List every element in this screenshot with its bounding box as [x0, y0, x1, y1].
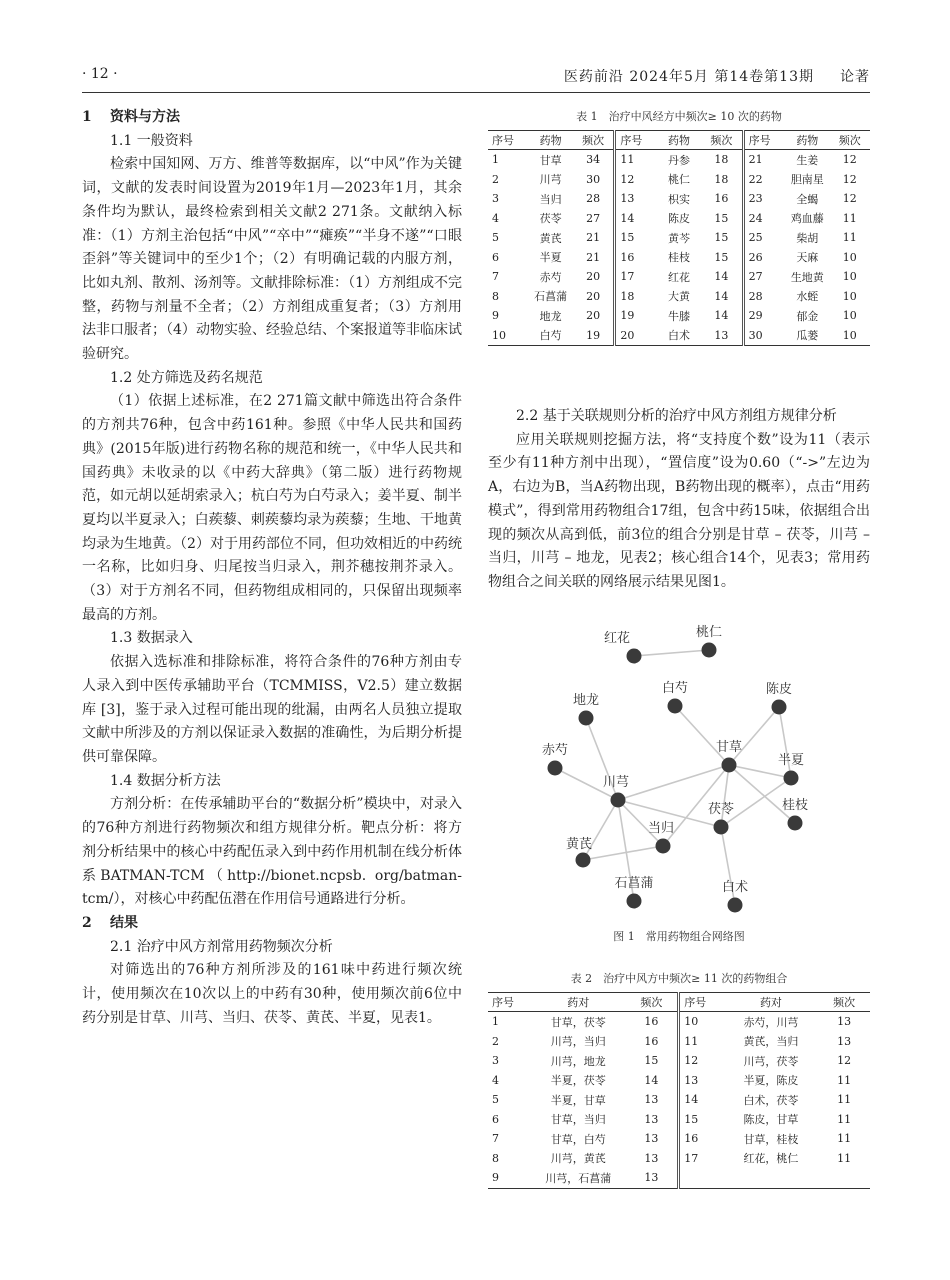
- table-cell: 12: [615, 170, 657, 190]
- table-cell: 24: [743, 209, 785, 229]
- table-cell: 11: [837, 1151, 852, 1165]
- table-cell: 半夏: [539, 251, 562, 265]
- section-heading: 2.2 基于关联规则分析的治疗中风方剂组方规律分析: [516, 408, 837, 424]
- column-header: 频次: [701, 131, 743, 150]
- table2-block: [488, 970, 870, 1189]
- column-header: 频次: [818, 993, 870, 1012]
- table-cell: 19: [615, 306, 657, 326]
- table-cell: 12: [842, 153, 857, 167]
- table-cell: 生地黄: [790, 270, 824, 284]
- table-row: [488, 189, 870, 209]
- table-cell: 30: [743, 326, 785, 346]
- table-cell: 14: [615, 209, 657, 229]
- table-cell: 14: [714, 309, 729, 323]
- paragraph: 依据入选标准和排除标准，将符合条件的76种方剂由专人录入到中医传承辅助平台（TCMMISS，V2.5）建立数据库 [3]，鉴于录入过程可能出现的纰漏，由两名人员独立提取文献中所涉及的方剂以保证录入数据的准确性，为后期分析提供可靠保障。: [82, 654, 462, 765]
- table-cell: 11: [837, 1112, 852, 1126]
- table-cell: 13: [644, 1112, 659, 1126]
- column-header: 药物: [528, 131, 572, 150]
- node: [728, 898, 743, 913]
- table-cell: 13: [644, 1171, 659, 1185]
- table-cell: 白芍: [539, 329, 562, 343]
- node-label: 赤芍: [541, 743, 569, 758]
- table-cell: 柴胡: [796, 231, 819, 245]
- table-cell: 27: [743, 267, 785, 287]
- table-cell: 2: [492, 1034, 499, 1048]
- figure1-caption: 图 1 常用药物组合网络图: [613, 930, 745, 943]
- table-cell: [818, 1168, 870, 1188]
- node: [702, 643, 717, 658]
- column-header: 序号: [488, 993, 531, 1012]
- table-cell: 14: [714, 270, 729, 284]
- table-cell: 11: [837, 1093, 852, 1107]
- page-number: · 12 ·: [82, 66, 118, 82]
- node: [668, 699, 683, 714]
- node-label: 白术: [721, 880, 749, 895]
- node: [548, 761, 563, 776]
- edge: [675, 706, 729, 765]
- table-row: [488, 228, 870, 248]
- table-cell: 13: [679, 1071, 724, 1091]
- subsection-heading: 1.4 数据分析方法: [110, 772, 221, 789]
- table-cell: 黄芩: [667, 231, 690, 245]
- column-header: 频次: [830, 131, 870, 150]
- table-cell: 11: [842, 231, 857, 245]
- table-cell: 6: [492, 250, 499, 264]
- table-cell: 5: [492, 1093, 499, 1107]
- table-cell: 15: [615, 228, 657, 248]
- table-cell: 21: [743, 150, 785, 170]
- table-cell: 19: [586, 328, 601, 342]
- table-cell: 29: [743, 306, 785, 326]
- section-heading: [82, 106, 462, 130]
- table-cell: 川芎，地龙: [550, 1054, 606, 1068]
- header-rule: [82, 92, 870, 93]
- edge: [634, 650, 709, 656]
- table-row: [488, 1149, 870, 1169]
- table-cell: 17: [615, 267, 657, 287]
- table-cell: 茯苓: [539, 212, 562, 226]
- table-cell: 13: [714, 328, 729, 342]
- table-cell: 11: [837, 1132, 852, 1146]
- table-cell: 14: [644, 1073, 659, 1087]
- table-header-row: [488, 131, 870, 150]
- page-header: [0, 64, 950, 86]
- table-row: [488, 209, 870, 229]
- table-cell: 13: [644, 1132, 659, 1146]
- table-cell: 生姜: [796, 153, 819, 167]
- table-cell: 2: [492, 172, 499, 186]
- table-cell: 陈皮，甘草: [743, 1113, 799, 1127]
- table-cell: 6: [492, 1112, 499, 1126]
- table-cell: 26: [743, 248, 785, 268]
- table-cell: 20: [586, 289, 601, 303]
- table-cell: 郁金: [796, 309, 819, 323]
- node-label: 桂枝: [781, 798, 809, 813]
- table-cell: 4: [492, 1073, 499, 1087]
- section-number: 1: [82, 109, 92, 125]
- table-cell: 11: [615, 150, 657, 170]
- network-graph: [488, 620, 870, 920]
- node-label: 川芎: [602, 775, 630, 790]
- table-row: [488, 1071, 870, 1091]
- table-cell: 20: [586, 270, 601, 284]
- node: [656, 839, 671, 854]
- node: [772, 700, 787, 715]
- table-cell: 10: [842, 289, 857, 303]
- table-row: [488, 1110, 870, 1130]
- table-cell: 17: [679, 1149, 724, 1169]
- table-cell: 15: [714, 250, 729, 264]
- table-cell: 鸡血藤: [790, 212, 824, 226]
- table1: [488, 130, 870, 346]
- table-cell: 15: [714, 231, 729, 245]
- node: [627, 894, 642, 909]
- table-cell: 丹参: [667, 153, 690, 167]
- table-cell: 10: [842, 309, 857, 323]
- node-label: 半夏: [777, 753, 805, 768]
- table-cell: 13: [644, 1093, 659, 1107]
- edge: [729, 707, 779, 765]
- table-row: [488, 1129, 870, 1149]
- column-header: 药物: [785, 131, 829, 150]
- table-row: [488, 1012, 870, 1032]
- table-cell: 枳实: [667, 192, 690, 206]
- column-header: 药物: [657, 131, 701, 150]
- table-cell: 10: [842, 270, 857, 284]
- table-row: [488, 248, 870, 268]
- table-cell: 川芎，茯苓: [743, 1054, 799, 1068]
- section-title: 资料与方法: [110, 109, 180, 125]
- table-cell: 9: [492, 1171, 499, 1185]
- column-header: 频次: [573, 131, 615, 150]
- table-cell: 半夏，甘草: [550, 1093, 606, 1107]
- node-label: 当归: [647, 821, 675, 836]
- table-cell: 桃仁: [667, 173, 690, 187]
- table-cell: 甘草: [539, 153, 562, 167]
- table-cell: 14: [679, 1090, 724, 1110]
- node: [788, 816, 803, 831]
- table-cell: 15: [679, 1110, 724, 1130]
- table-cell: 20: [586, 309, 601, 323]
- table-cell: 白术: [667, 329, 690, 343]
- table-cell: 3: [492, 1054, 499, 1068]
- table-cell: 13: [837, 1034, 852, 1048]
- column-header: 药对: [724, 993, 818, 1012]
- table-cell: 瓜蒌: [796, 329, 819, 343]
- table-cell: [724, 1168, 818, 1188]
- table-cell: 11: [837, 1073, 852, 1087]
- table-cell: 12: [842, 192, 857, 206]
- table-cell: 13: [644, 1151, 659, 1165]
- table-cell: [679, 1168, 724, 1188]
- column-header: 药对: [531, 993, 625, 1012]
- table-cell: 15: [714, 211, 729, 225]
- subsection-heading: 1.1 一般资料: [110, 132, 193, 149]
- table-cell: 21: [586, 231, 601, 245]
- edge: [618, 765, 729, 800]
- table-cell: 23: [743, 189, 785, 209]
- table-cell: 1: [492, 153, 499, 167]
- table-cell: 甘草，当归: [550, 1113, 606, 1127]
- paragraph: 方剂分析：在传承辅助平台的“数据分析”模块中，对录入的76种方剂进行药物频次和组方规律分析。靶点分析：将方剂分析结果中的核心中药配伍录入到中药作用机制在线分析体系BATMAN-TCM（http://bionet.ncpsb. org/batman-tcm/），对核心中药配伍潜在作用信号通路进行分析。: [82, 796, 462, 908]
- table-cell: 30: [586, 172, 601, 186]
- table-cell: 10: [842, 250, 857, 264]
- table-cell: 地龙: [539, 309, 562, 323]
- table-cell: 15: [644, 1054, 659, 1068]
- node-label: 白芍: [661, 681, 689, 696]
- table-cell: 18: [615, 287, 657, 307]
- paragraph: 检索中国知网、万方、维普等数据库，以“中风”作为关键词，文献的发表时间设置为2019年1月—2023年1月，其余条件均为默认，最终检索到相关文献2 271条。文献纳入标准：（1）方剂主治包括“中风”“卒中”“瘫痪”“半身不遂”“口眼歪斜”等关键词中的至少1个；（2）有明确记载的内服方剂，比如丸剂、散剂、汤剂等。文献排除标准：（1）方剂组成不完整，药物与剂量不全者；（2）方剂组成重复者；（3）方剂用法非口服者；（4）动物实验、经验总结、个案报道等非临床试验研究。: [82, 156, 462, 363]
- table-cell: 甘草，白芍: [550, 1132, 606, 1146]
- table-cell: 川芎，当归: [550, 1035, 606, 1049]
- table-row: [488, 1168, 870, 1188]
- table-cell: 陈皮: [667, 212, 690, 226]
- table-cell: 16: [679, 1129, 724, 1149]
- table-cell: 16: [615, 248, 657, 268]
- paragraph: （1）依据上述标准，在2 271篇文献中筛选出符合条件的方剂共76种，包含中药161种。参照《中华人民共和国药典》(2015年版)进行药物名称的规范和统一，《中华人民共和国药典》未收录的以《中药大辞典》（第二版）进行药物规范，如元胡以延胡索录入；杭白芍为白芍录入；姜半夏、制半夏均以半夏录入；白蒺藜、刺蒺藜均录为蒺藜；生地、干地黄均录为生地黄。（2）对于用药部位不同，但功效相近的中药统一名称，比如归身、归尾按当归录入，荆芥穗按荆芥录入。（3）对于方剂名不同，但药物组成相同的，只保留出现频率最高的方剂。: [82, 393, 462, 623]
- node-label: 黄芪: [565, 837, 593, 852]
- table-cell: 半夏，陈皮: [743, 1074, 799, 1088]
- table-cell: 8: [492, 1151, 499, 1165]
- table-row: [488, 267, 870, 287]
- table-cell: 赤芍: [539, 270, 562, 284]
- node-label: 红花: [603, 631, 630, 646]
- table-cell: 25: [743, 228, 785, 248]
- table-cell: 13: [837, 1015, 852, 1029]
- table-cell: 当归: [539, 192, 562, 206]
- table-cell: 14: [714, 289, 729, 303]
- table-cell: 10: [679, 1012, 724, 1032]
- table-cell: 27: [586, 211, 601, 225]
- column-header: 序号: [615, 131, 657, 150]
- table-row: [488, 1051, 870, 1071]
- table-cell: 黄芪: [539, 231, 562, 245]
- node: [722, 758, 737, 773]
- table-cell: 胆南星: [790, 173, 824, 187]
- node-label: 陈皮: [765, 682, 793, 697]
- node-label: 茯苓: [707, 802, 735, 817]
- table-cell: 8: [492, 289, 499, 303]
- edge: [583, 846, 663, 860]
- paragraph: 对筛选出的76种方剂所涉及的161味中药进行频次统计，使用频次在10次以上的中药有30种，使用频次前6位中药分别是甘草、川芎、当归、茯苓、黄芪、半夏，见表1。: [82, 962, 462, 1026]
- journal-info: [564, 66, 870, 86]
- column-header: 序号: [679, 993, 724, 1012]
- table-cell: 4: [492, 211, 499, 225]
- table-cell: 大黄: [667, 290, 690, 304]
- table-cell: 7: [492, 1132, 499, 1146]
- table-cell: 石菖蒲: [534, 290, 568, 304]
- subsection-heading: 2.1 治疗中风方剂常用药物频次分析: [110, 938, 333, 955]
- node: [576, 853, 591, 868]
- table-row: [488, 150, 870, 170]
- column-header: 频次: [625, 993, 678, 1012]
- node-label: 甘草: [715, 740, 743, 755]
- node: [784, 771, 799, 786]
- table-cell: 20: [615, 326, 657, 346]
- section-heading: [82, 912, 462, 936]
- table-cell: 半夏，茯苓: [550, 1074, 606, 1088]
- table-cell: 12: [842, 172, 857, 186]
- table-row: [488, 306, 870, 326]
- table-cell: 10: [492, 328, 506, 342]
- figure1: [488, 620, 870, 944]
- table-cell: 5: [492, 231, 499, 245]
- node: [714, 820, 729, 835]
- section-title: 结果: [110, 914, 138, 931]
- table-cell: 桂枝: [667, 251, 690, 265]
- table-cell: 16: [644, 1034, 659, 1048]
- paragraph: 应用关联规则挖掘方法，将“支持度个数”设为11（表示至少有11种方剂中出现），“置信度”设为0.60（“->”左边为A，右边为B，当A药物出现，B药物出现的概率），点击“用药模式”，得到常用药物组合17组，包含中药15味，依据组合出现的频次从高到低，前3位的组合分别是甘草 – 茯苓，川芎 – 当归，川芎 – 地龙，见表2；核心组合14个，见表3；常用药物组合之间关联的网络展示结果见图1。: [488, 431, 870, 590]
- table-cell: 3: [492, 192, 499, 206]
- table-cell: 18: [714, 172, 729, 186]
- table-cell: 11: [679, 1032, 724, 1052]
- table-row: [488, 326, 870, 346]
- table-row: [488, 1032, 870, 1052]
- table-cell: 28: [586, 192, 601, 206]
- table-cell: 16: [644, 1015, 659, 1029]
- table-row: [488, 1090, 870, 1110]
- table1-block: [488, 108, 870, 346]
- table-cell: 22: [743, 170, 785, 190]
- table-row: [488, 287, 870, 307]
- table-cell: 川芎，石菖蒲: [545, 1171, 612, 1185]
- table-cell: 13: [615, 189, 657, 209]
- section-2-2: [488, 405, 870, 595]
- table-cell: 全蝎: [796, 192, 819, 206]
- table-cell: 9: [492, 309, 499, 323]
- table-cell: 牛膝: [667, 309, 690, 323]
- table1-caption: 表 1 治疗中风经方中频次≥ 10 次的药物: [576, 110, 782, 123]
- section-number: 2: [82, 914, 92, 931]
- column-header: 序号: [488, 131, 528, 150]
- table2: [488, 992, 870, 1189]
- table-cell: 21: [586, 250, 601, 264]
- table-cell: 红花，桃仁: [743, 1152, 799, 1166]
- table-cell: 34: [586, 153, 601, 167]
- table-cell: 10: [842, 328, 857, 342]
- node: [579, 711, 594, 726]
- table-cell: 白术，茯苓: [743, 1093, 799, 1107]
- node: [627, 649, 642, 664]
- node-label: 桃仁: [695, 625, 723, 640]
- table-cell: 7: [492, 270, 499, 284]
- table-cell: 川芎: [539, 173, 562, 187]
- table-cell: 红花: [667, 270, 690, 284]
- article-category: 论著: [840, 69, 870, 85]
- table-cell: 1: [492, 1015, 499, 1029]
- table-cell: 天麻: [796, 251, 819, 265]
- table-cell: 黄芪，当归: [743, 1035, 799, 1049]
- table-header-row: [488, 993, 870, 1012]
- table2-caption: 表 2 治疗中风方中频次≥ 11 次的药物组合: [570, 972, 788, 985]
- table-cell: 28: [743, 287, 785, 307]
- table-cell: 赤芍，川芎: [743, 1015, 799, 1029]
- table-cell: 甘草，桂枝: [743, 1132, 799, 1146]
- table-cell: 12: [837, 1054, 852, 1068]
- table-cell: 11: [842, 211, 857, 225]
- table-cell: 水蛭: [796, 290, 819, 304]
- node-label: 石菖蒲: [614, 876, 654, 891]
- table-cell: 16: [714, 192, 729, 206]
- table-cell: 18: [714, 153, 729, 167]
- column-header: 序号: [743, 131, 785, 150]
- left-column: [82, 106, 462, 1030]
- table-cell: 甘草，茯苓: [550, 1015, 606, 1029]
- table-row: [488, 170, 870, 190]
- node: [611, 793, 626, 808]
- journal-title: 医药前沿 2024年5月 第14卷第13期: [563, 69, 814, 85]
- node-label: 地龙: [572, 693, 600, 708]
- table-cell: 川芎，黄芪: [550, 1152, 606, 1166]
- table-cell: 12: [679, 1051, 724, 1071]
- subsection-heading: 1.2 处方筛选及药名规范: [110, 369, 263, 386]
- subsection-heading: 1.3 数据录入: [110, 630, 193, 647]
